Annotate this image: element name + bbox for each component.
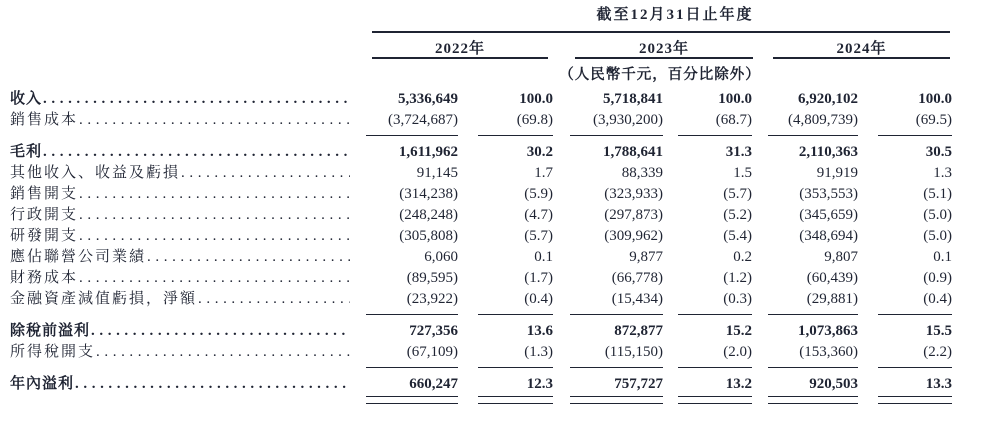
separator-rule-segment [570,131,663,136]
table-body [10,89,952,405]
double-rule-segment [678,396,752,404]
amount-cell-2022: 1,611,962 [398,144,458,160]
double-rule [10,395,952,405]
separator-rule-segment [678,131,752,136]
percent-cell-2024: (2.2) [923,344,952,360]
double-rule-segment [878,396,952,404]
separator-rule-segment [768,310,858,315]
percent-cell-2024: (0.9) [923,270,952,286]
amount-cell-2023: (3,930,200) [593,112,663,128]
separator-rule-segment [878,310,952,315]
leader-dots [147,247,350,268]
amount-cell-2024: 91,919 [816,165,858,181]
percent-cell-2023: 1.5 [733,165,752,181]
leader-dots [198,289,350,310]
percent-cell-2023: 15.2 [725,323,752,339]
leader-dots [79,268,350,289]
amount-cell-2023: (323,933) [604,186,663,202]
row-label-cell [10,89,366,110]
separator-rule-segment [678,363,752,368]
amount-cell-2024: 2,110,363 [798,144,858,160]
amount-cell-2023: (66,778) [611,270,663,286]
leader-dots [43,89,350,110]
row-label: 應佔聯營公司業績 [10,249,147,265]
amount-cell-2022: (305,808) [399,228,458,244]
amount-cell-2024: (29,881) [806,291,858,307]
row-label: 銷售開支 [10,186,79,202]
row-label: 金融資產減值虧損，淨額 [10,291,198,307]
table-row [10,289,952,310]
separator-rule-segment [768,131,858,136]
row-label-cell [10,374,366,395]
amount-cell-2023: 9,877 [629,249,663,265]
table-row [10,136,952,163]
row-label-cell [10,247,366,268]
percent-cell-2023: (0.3) [723,291,752,307]
percent-cell-2022: (1.7) [524,270,553,286]
leader-dots [79,110,350,131]
year-header-2023: 2023年 [575,37,753,59]
percent-cell-2023: 13.2 [725,376,752,392]
leader-dots [96,342,350,363]
percent-cell-2022: 1.7 [534,165,553,181]
unit-note: （人民幣千元，百分比除外） [559,67,761,83]
table-row [10,163,952,184]
amount-cell-2022: 727,356 [409,323,458,339]
percent-cell-2023: 31.3 [725,144,752,160]
percent-cell-2022: 12.3 [526,376,553,392]
percent-cell-2024: (5.0) [923,228,952,244]
amount-cell-2024: (153,360) [799,344,858,360]
double-rule-segment [366,396,458,404]
amount-cell-2023: (297,873) [604,207,663,223]
amount-cell-2024: 6,920,102 [798,91,858,107]
percent-cell-2024: 13.3 [925,376,952,392]
table-row [10,268,952,289]
separator-rule-segment [366,131,458,136]
percent-cell-2023: (5.2) [723,207,752,223]
row-label-cell [10,321,366,342]
percent-cell-2022: 30.2 [526,144,553,160]
percent-cell-2023: 0.2 [733,249,752,265]
amount-cell-2023: 757,727 [614,376,663,392]
amount-cell-2022: 660,247 [409,376,458,392]
percent-cell-2023: (5.7) [723,186,752,202]
row-label-cell [10,226,366,247]
leader-dots [91,321,350,342]
amount-cell-2023: (115,150) [604,344,663,360]
row-label: 年內溢利 [10,376,75,392]
percent-cell-2022: 100.0 [519,91,553,107]
table-row [10,89,952,110]
row-label: 除稅前溢利 [10,323,91,339]
amount-cell-2023: 5,718,841 [603,91,663,107]
table-row [10,368,952,395]
percent-cell-2023: (1.2) [723,270,752,286]
leader-dots [79,184,350,205]
percent-cell-2024: 0.1 [933,249,952,265]
row-label-cell [10,142,366,163]
amount-cell-2024: 1,073,863 [798,323,858,339]
amount-cell-2022: (248,248) [399,207,458,223]
double-rule-segment [478,396,553,404]
row-label: 財務成本 [10,270,79,286]
amount-cell-2023: 1,788,641 [603,144,663,160]
amount-cell-2024: (353,553) [799,186,858,202]
amount-cell-2022: (3,724,687) [388,112,458,128]
amount-cell-2024: (60,439) [806,270,858,286]
separator-rule-segment [878,363,952,368]
percent-cell-2022: (1.3) [524,344,553,360]
amount-cell-2022: 91,145 [416,165,458,181]
row-label-cell [10,184,366,205]
header-top-rule [372,31,950,33]
percent-cell-2022: (0.4) [524,291,553,307]
percent-cell-2024: (69.5) [915,112,952,128]
percent-cell-2023: (5.4) [723,228,752,244]
percent-cell-2022: (5.7) [524,228,553,244]
separator-rule-segment [478,310,553,315]
double-rule-segment [570,396,663,404]
row-label: 研發開支 [10,228,79,244]
row-label-cell [10,163,366,184]
row-label: 其他收入、收益及虧損 [10,165,181,181]
percent-cell-2024: (5.0) [923,207,952,223]
row-label-cell [10,268,366,289]
percent-cell-2022: (4.7) [524,207,553,223]
amount-cell-2023: 872,877 [614,323,663,339]
percent-cell-2022: (69.8) [516,112,553,128]
row-label-cell [10,289,366,310]
table-title: 截至12月31日止年度 [596,7,754,23]
table-row [10,205,952,226]
percent-cell-2022: (5.9) [524,186,553,202]
amount-cell-2024: (348,694) [799,228,858,244]
row-label-cell [10,342,366,363]
percent-cell-2024: 100.0 [918,91,952,107]
leader-dots [75,374,350,395]
amount-cell-2022: (23,922) [406,291,458,307]
table-row [10,184,952,205]
percent-cell-2022: 0.1 [534,249,553,265]
separator-rule-segment [570,310,663,315]
percent-cell-2023: (2.0) [723,344,752,360]
amount-cell-2023: (15,434) [611,291,663,307]
row-label: 毛利 [10,144,43,160]
row-label: 收入 [10,91,43,107]
leader-dots [181,163,350,184]
separator-rule-segment [768,363,858,368]
separator-rule-segment [478,131,553,136]
percent-cell-2024: (0.4) [923,291,952,307]
leader-dots [79,226,350,247]
year-header-2024: 2024年 [773,37,950,59]
row-label-cell [10,110,366,131]
table-row [10,226,952,247]
table-row [10,315,952,342]
row-label: 行政開支 [10,207,79,223]
row-label: 銷售成本 [10,112,79,128]
amount-cell-2023: (309,962) [604,228,663,244]
amount-cell-2024: 9,807 [824,249,858,265]
amount-cell-2024: (345,659) [799,207,858,223]
leader-dots [79,205,350,226]
table-row [10,110,952,131]
separator-rule-segment [478,363,553,368]
amount-cell-2022: (89,595) [406,270,458,286]
double-rule-segment [768,396,858,404]
percent-cell-2022: 13.6 [526,323,553,339]
amount-cell-2023: 88,339 [621,165,663,181]
row-label: 所得稅開支 [10,344,96,360]
row-label-cell [10,205,366,226]
separator-rule-segment [366,310,458,315]
leader-dots [43,142,350,163]
separator-rule-segment [678,310,752,315]
table-row [10,342,952,363]
amount-cell-2022: 5,336,649 [398,91,458,107]
percent-cell-2024: 15.5 [925,323,952,339]
year-header-2022: 2022年 [372,37,548,59]
amount-cell-2022: (314,238) [399,186,458,202]
separator-rule-segment [570,363,663,368]
amount-cell-2022: 6,060 [424,249,458,265]
percent-cell-2023: (68.7) [715,112,752,128]
amount-cell-2022: (67,109) [406,344,458,360]
percent-cell-2023: 100.0 [718,91,752,107]
amount-cell-2024: (4,809,739) [788,112,858,128]
amount-cell-2024: 920,503 [809,376,858,392]
percent-cell-2024: (5.1) [923,186,952,202]
percent-cell-2024: 1.3 [933,165,952,181]
separator-rule-segment [878,131,952,136]
table-row [10,247,952,268]
separator-rule-segment [366,363,458,368]
percent-cell-2024: 30.5 [925,144,952,160]
